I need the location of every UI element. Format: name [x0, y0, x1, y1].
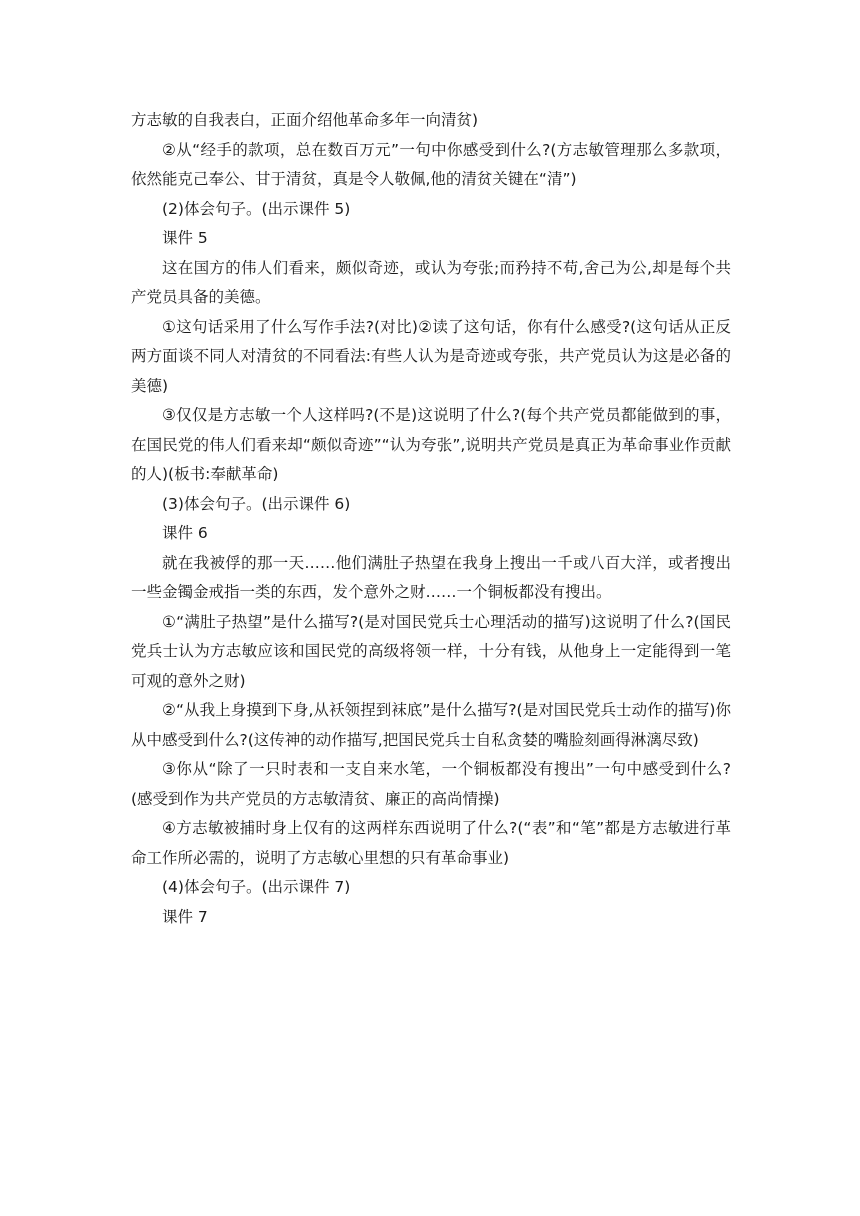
document-body	[131, 106, 731, 932]
paragraph-13: ③你从“除了一只时表和一支自来水笔，一个铜板都没有搜出”一句中感受到什么?(感受到作为共产党员的方志敏清贫、廉正的高尚情操)	[131, 760, 731, 808]
paragraph-10: 就在我被俘的那一天……他们满肚子热望在我身上搜出一千或八百大洋，或者搜出一些金镯金戒指一类的东西，发个意外之财……一个铜板都没有搜出。	[131, 553, 731, 601]
paragraph-3: (2)体会句子。(出示课件 5)	[162, 199, 351, 218]
paragraph-7: ③仅仅是方志敏一个人这样吗?(不是)这说明了什么?(每个共产党员都能做到的事，在国民党的伟人们看来却“颇似奇迹”“认为夸张”,说明共产党员是真正为革命事业作贡献的人)(板书:奉献革命)	[131, 406, 731, 483]
paragraph-2: ②从“经手的款项，总在数百万元”一句中你感受到什么?(方志敏管理那么多款项，依然能克己奉公、甘于清贫，真是令人敬佩,他的清贫关键在“清”)	[131, 140, 731, 188]
paragraph-1: 方志敏的自我表白，正面介绍他革命多年一向清贫)	[131, 111, 479, 129]
paragraph-4: 课件 5	[162, 229, 208, 247]
paragraph-11: ①“满肚子热望”是什么描写?(是对国民党兵士心理活动的描写)这说明了什么?(国民党兵士认为方志敏应该和国民党的高级将领一样，十分有钱，从他身上一定能得到一笔可观的意外之财)	[131, 612, 731, 690]
paragraph-15: (4)体会句子。(出示课件 7)	[162, 878, 351, 896]
paragraph-5: 这在国方的伟人们看来，颇似奇迹，或认为夸张;而矜持不苟,舍己为公,却是每个共产党员具备的美德。	[131, 258, 731, 306]
paragraph-9: 课件 6	[162, 524, 208, 542]
paragraph-6: ①这句话采用了什么写作手法?(对比)②读了这句话，你有什么感受?(这句话从正反两方面谈不同人对清贫的不同看法:有些人认为是奇迹或夸张，共产党员认为这是必备的美德)	[131, 317, 731, 395]
paragraph-12: ②“从我上身摸到下身,从袄领捏到袜底”是什么描写?(是对国民党兵士动作的描写)你从中感受到什么?(这传神的动作描写,把国民党兵士自私贪婪的嘴脸刻画得淋漓尽致)	[131, 701, 731, 749]
paragraph-16: 课件 7	[162, 907, 208, 926]
paragraph-14: ④方志敏被捕时身上仅有的这两样东西说明了什么?(“表”和“笔”都是方志敏进行革命工作所必需的，说明了方志敏心里想的只有革命事业)	[131, 819, 731, 867]
paragraph-8: (3)体会句子。(出示课件 6)	[162, 494, 351, 513]
